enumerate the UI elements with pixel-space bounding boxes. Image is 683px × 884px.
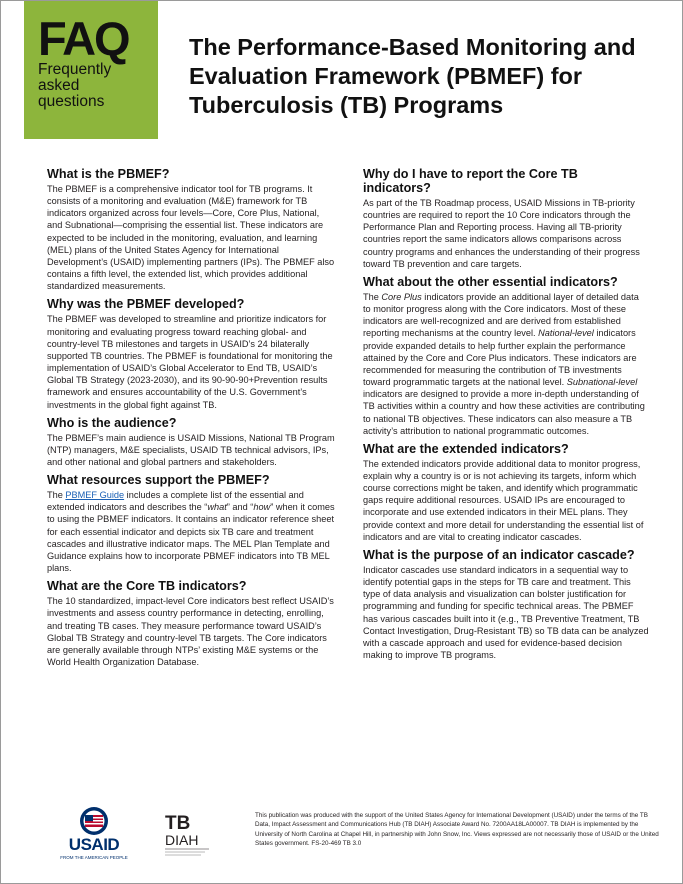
- section-heading: What are the Core TB indicators?: [47, 579, 247, 594]
- emphasis-how: how: [253, 502, 271, 513]
- section-resources: [47, 473, 337, 574]
- usaid-tagline: FROM THE AMERICAN PEOPLE: [60, 855, 128, 860]
- emphasis-subnational: Subnational-level: [566, 377, 638, 388]
- footer: [1, 801, 683, 884]
- section-cascade: [363, 548, 649, 661]
- footer-disclaimer: This publication was produced with the support of the United States Agency for International Development (USAID) under the terms of the TB Data, Impact Assessment and Communications Hub (TB DIAH) Associate Award No. 7200AA18LA00007. TB DIAH is implemented by the University of North Carolina at Chapel Hill, in partnership with John Snow, Inc. Views expressed are not necessarily those of USAID or the United States government. FS-20-469 TB 3.0: [255, 812, 659, 847]
- faq-badge: [24, 1, 158, 139]
- tb-logo-text: TB: [165, 813, 191, 834]
- emphasis-core-plus: Core Plus: [381, 291, 422, 302]
- text-run: The: [47, 490, 66, 501]
- section-why-report: [363, 167, 649, 270]
- page-title: The Performance-Based Monitoring and Evaluation Framework (PBMEF) for Tuberculosis (TB) Programs: [189, 34, 636, 118]
- section-heading: Who is the audience?: [47, 415, 177, 430]
- right-column: [363, 167, 649, 666]
- pbmef-guide-link[interactable]: PBMEF Guide: [65, 490, 125, 501]
- text-run: indicators are designed to provide a more in-depth understanding of TB activities within a country and how these activities are contributing to national TB objectives. These indicators can also measure a TB activity’s attribution to national programmatic outcomes.: [363, 389, 645, 436]
- section-body: As part of the TB Roadmap process, USAID Missions in TB-priority countries are required to report the 10 Core indicators through the Performance Plan and Reporting process. Having all TB-priority countries report the same indicators allows comparisons across country programs and enhances the understanding of their progress toward TB prevention and care targets.: [363, 198, 640, 269]
- text-run: indicators provide expanded details to help further explain the performance attained by the Core and Core Plus indicators. These indicators are recommended for measuring the contribution of TB investments toward programmatic targets at the national level.: [363, 328, 637, 388]
- faq-subtitle-line-1: Frequently: [38, 61, 112, 78]
- section-body: The PBMEF is a comprehensive indicator tool for TB programs. It consists of a monitoring and evaluation (M&E) framework for TB indicators organized across four levels—Core, Core Plus, National, and Subnational—comprising the essential list. These indicators are expected to be included in the monitoring, evaluation, and learning (MEL) plans of the United States Agency for International Development’s (USAID) implementing partners (IPs). The PBMEF also contains a fifth level, the extended list, which provides additional standardized measurements.: [47, 184, 335, 292]
- emphasis-national: National-level: [538, 328, 594, 339]
- faq-subtitle: [38, 62, 158, 110]
- faq-subtitle-line-2: asked: [38, 77, 80, 94]
- section-body: [47, 489, 337, 574]
- usaid-wordmark: USAID: [68, 835, 120, 854]
- left-column: [47, 167, 337, 673]
- text-run: indicators provide an additional layer of detailed data to monitor progress along with the Core indicators. Most of these indicators are well-recognized and are derived from established reporting mechanisms at the country level.: [363, 291, 639, 339]
- section-core-indicators: [47, 579, 337, 668]
- section-heading: What resources support the PBMEF?: [47, 473, 270, 488]
- text-run: ” when it comes to using the PBMEF indicators. It contains an indicator reference sheet for each essential indicator and depicts six TB care and treatment cascades and illustrative indicator maps. The MEL Plan Template and Guidance explains how to incorporate PBMEF indicators into TB MEL plans.: [47, 502, 335, 574]
- section-heading: What about the other essential indicators?: [363, 274, 618, 289]
- emphasis-what: what: [207, 502, 227, 513]
- diah-logo-text: DIAH: [165, 832, 199, 848]
- faq-label: FAQ: [38, 12, 129, 65]
- section-body: The PBMEF was developed to streamline and prioritize indicators for monitoring and evaluating progress toward reaching global- and country-level TB milestones and targets in USAID’s 24 bilaterally supported TB countries. The PBMEF is foundational for monitoring the implementation of USAID’s Global Accelerator to End TB, USAID’s Global TB Strategy (2023-2030), and its 90-90-90+Prevention results framework and ensures accountability of the U.S. Government’s investments in the global fight against TB.: [47, 314, 333, 410]
- section-heading: Why do I have to report the Core TB indicators?: [363, 167, 578, 195]
- section-heading: What is the PBMEF?: [47, 167, 170, 181]
- section-extended: [363, 442, 649, 543]
- text-run: includes a complete list of the essential and extended indicators and describes the “: [47, 490, 304, 513]
- section-audience: [47, 416, 337, 468]
- text-run: ” and “: [226, 502, 254, 513]
- section-what-is: [47, 167, 337, 292]
- section-body: [363, 291, 649, 437]
- section-body: The extended indicators provide additional data to monitor progress, explain why a country is or is not achieving its targets, inform which course corrections might be taken, and identify which programmatic gaps require additional resources. USAID IPs are encouraged to incorporate and use extended indicators in their MEL plans. They provide context and more detail for understanding the essential list of indicators and are vital to creating indicator cascades.: [363, 458, 644, 542]
- section-why-developed: [47, 297, 337, 410]
- section-other-essential: [363, 275, 649, 437]
- section-body: The 10 standardized, impact-level Core indicators best reflect USAID’s investments and assess country performance in detecting, enrolling, and treating TB cases. They measure performance toward USAID’s Global TB Strategy and country-level TB targets. The Core indicators are generally available through NTPs’ existing M&E systems or the World Health Organization Database.: [47, 596, 334, 667]
- section-heading: Why was the PBMEF developed?: [47, 297, 245, 312]
- section-heading: What is the purpose of an indicator cascade?: [363, 547, 635, 562]
- faq-subtitle-line-3: questions: [38, 93, 105, 110]
- text-run: The: [363, 291, 382, 302]
- section-body: Indicator cascades use standard indicators in a sequential way to identify potential gaps in the steps for TB care and treatment. This type of data analysis and visualization can bolster justification for programming and funding for specific technical areas. The PBMEF has various cascades built into it (e.g., TB Preventive Treatment, TB Contact Investigation, Drug-Resistant TB) so TB data can be analyzed with a cascade approach and used for evidence-based decision making to improve TB programs.: [363, 564, 649, 660]
- section-heading: What are the extended indicators?: [363, 441, 569, 456]
- section-body: The PBMEF’s main audience is USAID Missions, National TB Program (NTP) managers, M&E specialists, USAID TB technical advisors, IPs, and other national and global partners and stakeholders.: [47, 432, 335, 467]
- tb-diah-logo-icon: [161, 809, 221, 859]
